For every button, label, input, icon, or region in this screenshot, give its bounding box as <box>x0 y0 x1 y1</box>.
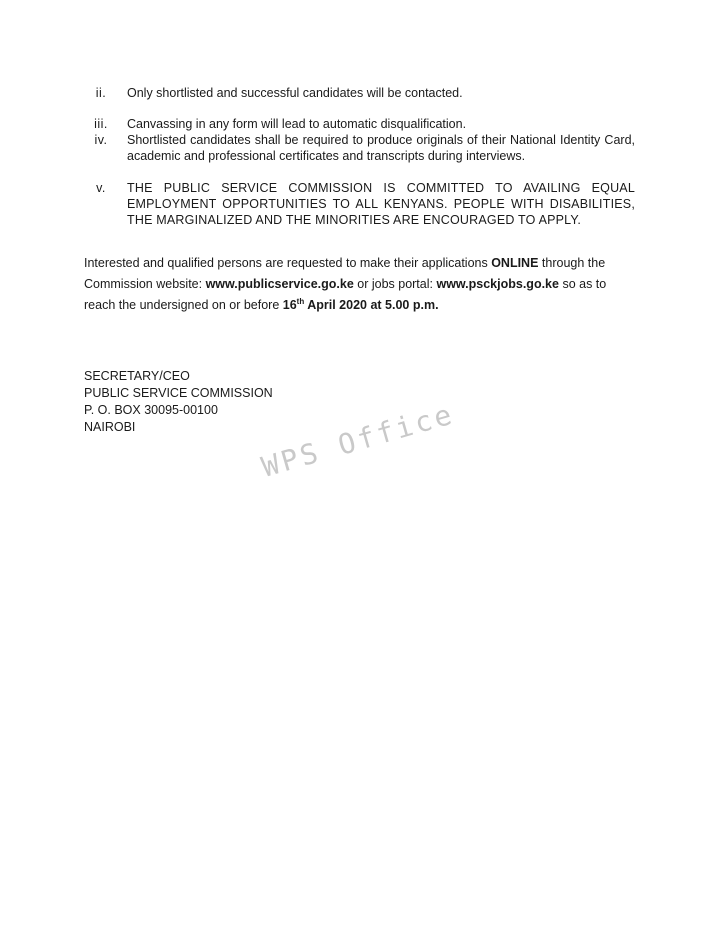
deadline <box>283 298 439 312</box>
deadline-day-suffix: th <box>296 296 305 306</box>
jobs-portal-link[interactable]: www.psckjobs.go.ke <box>436 277 559 291</box>
wps-office-watermark: WPS Office <box>258 397 458 484</box>
requirement-text: Canvassing in any form will lead to automatic disqualification. <box>127 117 467 131</box>
requirement-text: Shortlisted candidates shall be required to produce originals of their National Identity Card, academic and professional certificates and transcripts during interviews. <box>127 133 635 163</box>
signature-block <box>84 368 273 436</box>
requirement-text: Only shortlisted and successful candidates will be contacted. <box>127 86 463 100</box>
requirement-numeral: iii. <box>94 117 108 131</box>
requirement-numeral: ii. <box>95 86 107 100</box>
application-text: or jobs portal: <box>353 277 437 291</box>
requirement-text: THE PUBLIC SERVICE COMMISSION IS COMMITTED TO AVAILING EQUAL EMPLOYMENT OPPORTUNITIES TO ALL KENYANS. PEOPLE WITH DISABILITIES, THE MARGINALIZED AND THE MINORITIES ARE ENCOURAGED TO APPLY. <box>127 181 635 227</box>
website-link[interactable]: www.publicservice.go.ke <box>205 277 354 291</box>
application-instructions <box>84 253 636 316</box>
requirement-numeral: iv. <box>94 133 108 147</box>
signatory-title: SECRETARY/CEO <box>84 369 190 383</box>
application-text: so as to reach the undersigned on or before <box>84 277 607 312</box>
signatory-organization: PUBLIC SERVICE COMMISSION <box>84 386 273 400</box>
online-emphasis: ONLINE <box>491 256 539 270</box>
deadline-rest: April 2020 at 5.00 p.m. <box>304 298 439 312</box>
application-text: Interested and qualified persons are requested to make their applications <box>84 256 492 270</box>
signatory-address: P. O. BOX 30095-00100 <box>84 403 218 417</box>
requirement-numeral: v. <box>96 181 106 195</box>
deadline-day: 16 <box>282 298 297 312</box>
signatory-city: NAIROBI <box>84 420 136 434</box>
application-text: through the Commission website: <box>84 256 606 291</box>
